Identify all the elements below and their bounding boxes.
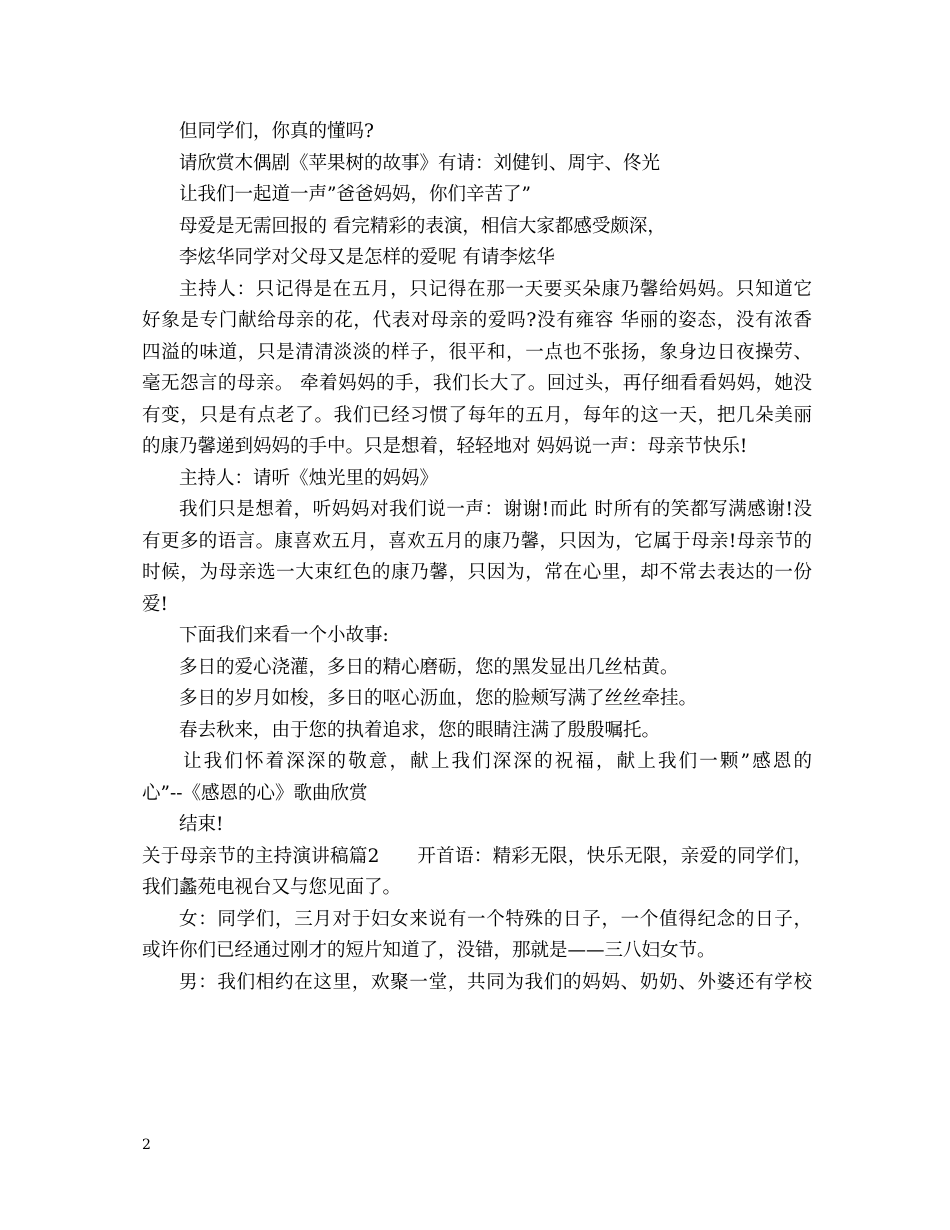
text-line: 让我们怀着深深的敬意，献上我们深深的祝福，献上我们一颗”感恩的 (183, 751, 812, 772)
text-line: 我们蠡苑电视台又与您见面了。 (142, 877, 402, 898)
text-line: 春去秋来，由于您的执着追求，您的眼睛注满了殷殷嘱托。 (179, 719, 661, 741)
text-line: 或许你们已经通过刚才的短片知道了，没错，那就是——三八妇女节。 (142, 940, 716, 961)
text-line: 四溢的味道，只是清清淡淡的样子，很平和，一点也不张扬，象身边日夜操劳、 (142, 341, 812, 363)
document-body (142, 116, 812, 998)
text-line: 结束! (179, 814, 224, 835)
text-line: 男：我们相约在这里，欢聚一堂，共同为我们的妈妈、奶奶、外婆还有学校 (179, 971, 812, 993)
text-line: 主持人：只记得是在五月，只记得在那一天要买朵康乃馨给妈妈。只知道它 (179, 278, 812, 300)
text-line: 主持人：请听《烛光里的妈妈》 (179, 467, 439, 489)
text-line: 时候，为母亲选一大束红色的康乃馨，只因为，常在心里，却不常去表达的一份 (142, 562, 812, 583)
text-line: 多日的岁月如梭，多日的呕心沥血，您的脸颊写满了丝丝牵挂。 (179, 688, 698, 709)
text-line: 我们只是想着，听妈妈对我们说一声：谢谢!而此 时所有的笑都写满感谢!没 (179, 499, 812, 520)
text-line: 关于母亲节的主持演讲稿篇2 开首语：精彩无限，快乐无限，亲爱的同学们， (142, 845, 812, 867)
text-line: 下面我们来看一个小故事: (179, 625, 389, 646)
text-line: 的康乃馨递到妈妈的手中。只是想着，轻轻地对 妈妈说一声：母亲节快乐! (142, 436, 748, 457)
page-number: 2 (142, 1137, 151, 1153)
text-line: 女：同学们，三月对于妇女来说有一个特殊的日子，一个值得纪念的日子， (179, 908, 812, 930)
text-line: 多日的爱心浇灌，多日的精心磨砺，您的黑发显出几丝枯黄。 (179, 656, 679, 678)
text-line: 有更多的语言。康喜欢五月，喜欢五月的康乃馨，只因为，它属于母亲!母亲节的 (142, 530, 812, 552)
text-line: 好象是专门献给母亲的花，代表对母亲的爱吗?没有雍容 华丽的姿态，没有浓香 (142, 310, 812, 331)
text-line: 毫无怨言的母亲。 牵着妈妈的手，我们长大了。回过头，再仔细看看妈妈，她没 (142, 373, 812, 394)
text-line: 李炫华同学对父母又是怎样的爱呢 有请李炫华 (179, 247, 555, 268)
text-line: 让我们一起道一声”爸爸妈妈，你们辛苦了” (179, 184, 531, 205)
text-line: 爱! (142, 593, 168, 615)
text-line: 有变，只是有点老了。我们已经习惯了每年的五月，每年的这一天，把几朵美丽 (142, 404, 812, 426)
text-line: 请欣赏木偶剧《苹果树的故事》有请：刘健钊、周宇、佟光 (179, 152, 661, 174)
text-line: 心”--《感恩的心》歌曲欣赏 (142, 782, 368, 804)
text-line: 但同学们，你真的懂吗? (179, 121, 374, 142)
text-line: 母爱是无需回报的 看完精彩的表演，相信大家都感受颇深， (179, 215, 666, 237)
